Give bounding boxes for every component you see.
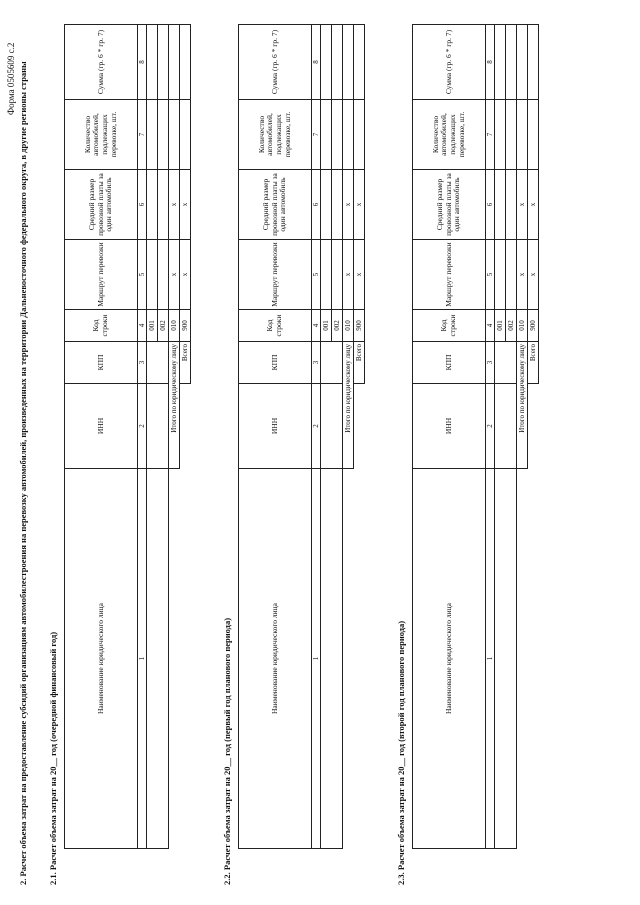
table-header-row: [239, 25, 312, 849]
column-number: 3: [312, 342, 321, 384]
column-number: 6: [312, 170, 321, 240]
avg-fee-cell: [506, 170, 517, 240]
inn-cell: [147, 384, 169, 469]
row-code: 002: [506, 310, 517, 342]
col-header-inn: ИНН: [239, 384, 312, 469]
table-row: [147, 25, 158, 849]
quantity-cell: [169, 100, 180, 170]
x-mark: x: [169, 170, 180, 240]
total-label: Всего: [528, 342, 539, 384]
section-title: 2.3. Расчет объема затрат на 20__ год (второй год планового периода): [396, 620, 406, 885]
form-code: Форма 0505609 с.2: [6, 42, 16, 115]
quantity-cell: [321, 100, 332, 170]
entity-name-cell: [495, 469, 517, 849]
x-mark: x: [354, 240, 365, 310]
col-header-kpp: КПП: [65, 342, 138, 384]
x-mark: x: [169, 240, 180, 310]
subtotal-label: Итого по юридическому лицу: [169, 342, 180, 469]
entity-name-cell: [147, 469, 169, 849]
route-cell: [321, 240, 332, 310]
col-header-kpp: КПП: [413, 342, 486, 384]
avg-fee-cell: [147, 170, 158, 240]
sum-cell: [158, 25, 169, 100]
cost-table: [238, 24, 365, 849]
kpp-cell: [147, 342, 169, 384]
column-number: 5: [486, 240, 495, 310]
row-code: 001: [321, 310, 332, 342]
col-header-quantity: Количество автомобилей, подлежащих перевозке, шт.: [413, 100, 486, 170]
sum-cell: [495, 25, 506, 100]
col-header-inn: ИНН: [413, 384, 486, 469]
x-mark: x: [528, 170, 539, 240]
quantity-cell: [528, 100, 539, 170]
sum-cell: [343, 25, 354, 100]
col-header-code: Код строки: [413, 310, 486, 342]
sum-cell: [332, 25, 343, 100]
x-mark: x: [343, 170, 354, 240]
row-code: 002: [158, 310, 169, 342]
sum-cell: [180, 25, 191, 100]
x-mark: x: [180, 170, 191, 240]
col-header-code: Код строки: [239, 310, 312, 342]
quantity-cell: [180, 100, 191, 170]
document-heading: 2. Расчет объема затрат на предоставление субсидий организациям автомобилестроения на перевозку автомобилей, произведенных на территории Дальневосточного федерального округа, в другие регионы страны: [18, 61, 28, 885]
col-header-avg-fee: Средний размер провозной платы за один автомобиль: [239, 170, 312, 240]
table-header-row: [413, 25, 486, 849]
inn-cell: [321, 384, 343, 469]
route-cell: [332, 240, 343, 310]
col-header-route: Маршрут перевозки: [65, 240, 138, 310]
cost-table: [412, 24, 539, 849]
col-header-kpp: КПП: [239, 342, 312, 384]
column-number: 6: [138, 170, 147, 240]
subtotal-code: 010: [517, 310, 528, 342]
x-mark: x: [517, 170, 528, 240]
column-number: 7: [312, 100, 321, 170]
column-number: 2: [312, 384, 321, 469]
col-header-quantity: Количество автомобилей, подлежащих перевозке, шт.: [239, 100, 312, 170]
column-number: 1: [138, 469, 147, 849]
column-number: 5: [312, 240, 321, 310]
quantity-cell: [354, 100, 365, 170]
inn-cell: [495, 384, 517, 469]
column-number: 8: [312, 25, 321, 100]
column-number: 1: [312, 469, 321, 849]
table-row: [495, 25, 506, 849]
column-number-row: [138, 25, 147, 849]
column-number: 7: [138, 100, 147, 170]
col-header-name: Наименование юридического лица: [413, 469, 486, 849]
row-code: 001: [495, 310, 506, 342]
column-number-row: [486, 25, 495, 849]
sum-cell: [354, 25, 365, 100]
subtotal-label: Итого по юридическому лицу: [517, 342, 528, 469]
col-header-code: Код строки: [65, 310, 138, 342]
total-row: [354, 25, 365, 849]
row-code: 002: [332, 310, 343, 342]
column-number: 7: [486, 100, 495, 170]
column-number: 2: [138, 384, 147, 469]
column-number: 6: [486, 170, 495, 240]
subtotal-label: Итого по юридическому лицу: [343, 342, 354, 469]
kpp-cell: [321, 342, 343, 384]
route-cell: [506, 240, 517, 310]
subtotal-code: 010: [169, 310, 180, 342]
kpp-cell: [495, 342, 517, 384]
quantity-cell: [506, 100, 517, 170]
subtotal-row: [517, 25, 528, 849]
route-cell: [495, 240, 506, 310]
section-title: 2.1. Расчет объема затрат на 20__ год (очередной финансовый год): [48, 631, 58, 885]
column-number: 2: [486, 384, 495, 469]
avg-fee-cell: [321, 170, 332, 240]
sum-cell: [506, 25, 517, 100]
quantity-cell: [332, 100, 343, 170]
col-header-name: Наименование юридического лица: [239, 469, 312, 849]
column-number: 1: [486, 469, 495, 849]
avg-fee-cell: [495, 170, 506, 240]
cost-table: [64, 24, 191, 849]
x-mark: x: [180, 240, 191, 310]
col-header-route: Маршрут перевозки: [413, 240, 486, 310]
x-mark: x: [517, 240, 528, 310]
column-number: 8: [138, 25, 147, 100]
column-number: 3: [486, 342, 495, 384]
sum-cell: [517, 25, 528, 100]
column-number: 4: [312, 310, 321, 342]
total-code: 900: [180, 310, 191, 342]
row-code: 001: [147, 310, 158, 342]
table-header-row: [65, 25, 138, 849]
col-header-avg-fee: Средний размер провозной платы за один автомобиль: [65, 170, 138, 240]
col-header-quantity: Количество автомобилей, подлежащих перевозке, шт.: [65, 100, 138, 170]
x-mark: x: [354, 170, 365, 240]
avg-fee-cell: [332, 170, 343, 240]
total-code: 900: [354, 310, 365, 342]
quantity-cell: [343, 100, 354, 170]
col-header-sum: Сумма (гр. 6 * гр. 7): [239, 25, 312, 100]
subtotal-code: 010: [343, 310, 354, 342]
total-label: Всего: [354, 342, 365, 384]
sum-cell: [321, 25, 332, 100]
quantity-cell: [158, 100, 169, 170]
col-header-inn: ИНН: [65, 384, 138, 469]
total-row: [180, 25, 191, 849]
col-header-sum: Сумма (гр. 6 * гр. 7): [65, 25, 138, 100]
x-mark: x: [343, 240, 354, 310]
route-cell: [147, 240, 158, 310]
x-mark: x: [528, 240, 539, 310]
total-code: 900: [528, 310, 539, 342]
column-number: 5: [138, 240, 147, 310]
subtotal-row: [169, 25, 180, 849]
column-number: 3: [138, 342, 147, 384]
avg-fee-cell: [158, 170, 169, 240]
quantity-cell: [495, 100, 506, 170]
quantity-cell: [147, 100, 158, 170]
sum-cell: [169, 25, 180, 100]
table-row: [321, 25, 332, 849]
quantity-cell: [517, 100, 528, 170]
subtotal-row: [343, 25, 354, 849]
col-header-name: Наименование юридического лица: [65, 469, 138, 849]
column-number: 4: [138, 310, 147, 342]
entity-name-cell: [321, 469, 343, 849]
column-number: 8: [486, 25, 495, 100]
col-header-route: Маршрут перевозки: [239, 240, 312, 310]
col-header-sum: Сумма (гр. 6 * гр. 7): [413, 25, 486, 100]
sum-cell: [528, 25, 539, 100]
col-header-avg-fee: Средний размер провозной платы за один автомобиль: [413, 170, 486, 240]
column-number-row: [312, 25, 321, 849]
sum-cell: [147, 25, 158, 100]
section-title: 2.2. Расчет объема затрат на 20__ год (первый год планового периода): [222, 617, 232, 885]
route-cell: [158, 240, 169, 310]
total-label: Всего: [180, 342, 191, 384]
total-row: [528, 25, 539, 849]
column-number: 4: [486, 310, 495, 342]
